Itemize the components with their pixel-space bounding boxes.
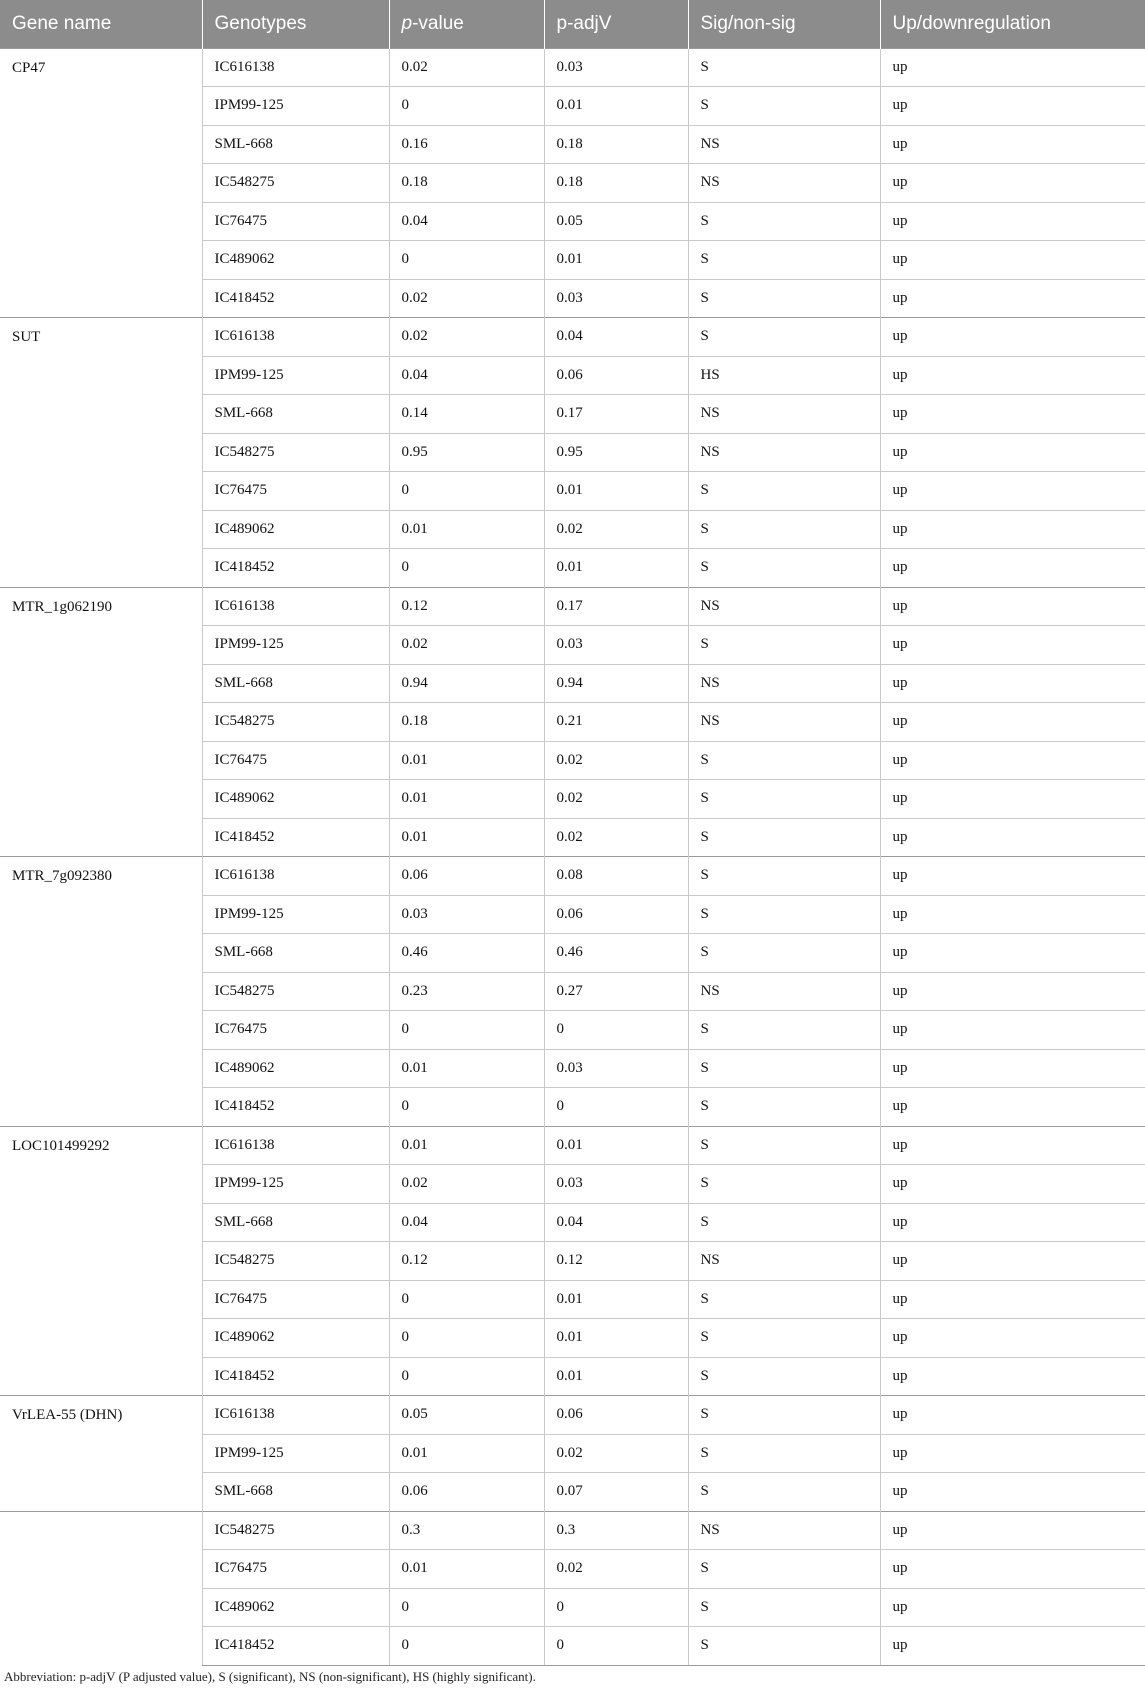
genotype-cell: IC418452 — [202, 818, 389, 857]
gene-name-cell: MTR_1g062190 — [0, 587, 202, 857]
significance-cell: S — [688, 87, 880, 126]
regulation-cell: up — [880, 1049, 1145, 1088]
genotype-cell: IC76475 — [202, 202, 389, 241]
genotype-cell: IC76475 — [202, 1550, 389, 1589]
genotype-cell: IC548275 — [202, 164, 389, 203]
significance-cell: S — [688, 1588, 880, 1627]
table-row — [0, 587, 1145, 626]
significance-cell: S — [688, 741, 880, 780]
gene-name-cell: CP47 — [0, 48, 202, 318]
significance-cell: NS — [688, 433, 880, 472]
significance-cell: S — [688, 48, 880, 87]
significance-cell: S — [688, 472, 880, 511]
p-value-cell: 0.16 — [389, 125, 544, 164]
p-adjv-cell: 0.05 — [544, 202, 688, 241]
genotype-cell: IC616138 — [202, 587, 389, 626]
p-value-cell: 0.01 — [389, 1434, 544, 1473]
significance-cell: S — [688, 1165, 880, 1204]
p-value-cell: 0.04 — [389, 1203, 544, 1242]
genotype-cell: IC418452 — [202, 549, 389, 588]
p-value-cell: 0 — [389, 1011, 544, 1050]
genotype-cell: IC548275 — [202, 1242, 389, 1281]
p-adjv-cell: 0.18 — [544, 125, 688, 164]
genotype-cell: IC76475 — [202, 1280, 389, 1319]
regulation-cell: up — [880, 1357, 1145, 1396]
regulation-cell: up — [880, 1203, 1145, 1242]
p-adjv-cell: 0.01 — [544, 1357, 688, 1396]
header-p-italic: p — [401, 12, 413, 34]
regulation-cell: up — [880, 48, 1145, 87]
table-footnote: Abbreviation: p-adjV (P adjusted value), S (significant), NS (non-significant), HS (highly significant). — [4, 1669, 536, 1684]
genotype-cell: IC489062 — [202, 1588, 389, 1627]
significance-cell: S — [688, 626, 880, 665]
p-value-cell: 0.02 — [389, 1165, 544, 1204]
significance-cell: S — [688, 895, 880, 934]
p-value-cell: 0.06 — [389, 857, 544, 896]
significance-cell: NS — [688, 1242, 880, 1281]
genotype-cell: SML-668 — [202, 125, 389, 164]
regulation-cell: up — [880, 1627, 1145, 1666]
genotype-cell: IC418452 — [202, 1088, 389, 1127]
p-value-cell: 0.01 — [389, 780, 544, 819]
p-adjv-cell: 0.03 — [544, 1165, 688, 1204]
regulation-cell: up — [880, 164, 1145, 203]
genotype-cell: SML-668 — [202, 934, 389, 973]
p-adjv-cell: 0.03 — [544, 48, 688, 87]
p-adjv-cell: 0 — [544, 1627, 688, 1666]
gene-name-cell: LOC101499292 — [0, 1126, 202, 1396]
regulation-cell: up — [880, 433, 1145, 472]
genotype-cell: IPM99-125 — [202, 626, 389, 665]
p-value-cell: 0 — [389, 1088, 544, 1127]
table-row — [0, 1511, 1145, 1550]
p-adjv-cell: 0.21 — [544, 703, 688, 742]
genotype-cell: IC616138 — [202, 1126, 389, 1165]
significance-cell: S — [688, 1319, 880, 1358]
significance-cell: NS — [688, 164, 880, 203]
header-regulation: Up/downregulation — [880, 0, 1145, 48]
p-value-cell: 0.18 — [389, 703, 544, 742]
p-value-cell: 0 — [389, 472, 544, 511]
regulation-cell: up — [880, 1511, 1145, 1550]
p-adjv-cell: 0.03 — [544, 626, 688, 665]
regulation-cell: up — [880, 510, 1145, 549]
p-adjv-cell: 0.01 — [544, 472, 688, 511]
p-adjv-cell: 0.03 — [544, 279, 688, 318]
regulation-cell: up — [880, 279, 1145, 318]
p-value-cell: 0.02 — [389, 626, 544, 665]
p-value-cell: 0.04 — [389, 356, 544, 395]
table-row — [0, 857, 1145, 896]
p-adjv-cell: 0.01 — [544, 1126, 688, 1165]
table-header — [0, 0, 1145, 48]
regulation-cell: up — [880, 626, 1145, 665]
regulation-cell: up — [880, 1126, 1145, 1165]
regulation-cell: up — [880, 1242, 1145, 1281]
p-adjv-cell: 0.02 — [544, 780, 688, 819]
significance-cell: NS — [688, 395, 880, 434]
p-adjv-cell: 0.06 — [544, 1396, 688, 1435]
significance-cell: NS — [688, 1511, 880, 1550]
regulation-cell: up — [880, 1473, 1145, 1512]
gene-name-cell — [0, 1511, 202, 1665]
significance-cell: NS — [688, 664, 880, 703]
genotype-cell: SML-668 — [202, 395, 389, 434]
significance-cell: S — [688, 1088, 880, 1127]
p-adjv-cell: 0.07 — [544, 1473, 688, 1512]
p-value-cell: 0.04 — [389, 202, 544, 241]
regulation-cell: up — [880, 318, 1145, 357]
significance-cell: HS — [688, 356, 880, 395]
genotype-cell: IC76475 — [202, 472, 389, 511]
regulation-cell: up — [880, 395, 1145, 434]
genotype-cell: IC489062 — [202, 510, 389, 549]
significance-cell: S — [688, 202, 880, 241]
p-adjv-cell: 0 — [544, 1588, 688, 1627]
p-adjv-cell: 0.04 — [544, 1203, 688, 1242]
p-adjv-cell: 0.02 — [544, 741, 688, 780]
genotype-cell: IPM99-125 — [202, 87, 389, 126]
p-adjv-cell: 0.27 — [544, 972, 688, 1011]
p-adjv-cell: 0.01 — [544, 87, 688, 126]
regulation-cell: up — [880, 1550, 1145, 1589]
p-value-cell: 0.06 — [389, 1473, 544, 1512]
p-value-cell: 0.01 — [389, 818, 544, 857]
header-p-value — [389, 0, 544, 48]
genotype-cell: IC76475 — [202, 1011, 389, 1050]
genotype-cell: IPM99-125 — [202, 356, 389, 395]
significance-cell: S — [688, 1473, 880, 1512]
p-adjv-cell: 0 — [544, 1011, 688, 1050]
regulation-cell: up — [880, 356, 1145, 395]
significance-cell: S — [688, 510, 880, 549]
significance-cell: S — [688, 1126, 880, 1165]
p-value-cell: 0.95 — [389, 433, 544, 472]
p-adjv-cell: 0.06 — [544, 895, 688, 934]
p-value-cell: 0.14 — [389, 395, 544, 434]
regulation-cell: up — [880, 587, 1145, 626]
genotype-cell: IC548275 — [202, 703, 389, 742]
significance-cell: S — [688, 818, 880, 857]
gene-name-cell: VrLEA-55 (DHN) — [0, 1396, 202, 1512]
p-value-cell: 0 — [389, 1588, 544, 1627]
regulation-cell: up — [880, 780, 1145, 819]
p-value-cell: 0 — [389, 1357, 544, 1396]
header-p-rest: -value — [412, 12, 464, 34]
genotype-cell: IPM99-125 — [202, 895, 389, 934]
p-value-cell: 0.02 — [389, 279, 544, 318]
p-adjv-cell: 0.01 — [544, 1280, 688, 1319]
genotype-cell: IPM99-125 — [202, 1165, 389, 1204]
genotype-cell: IC616138 — [202, 48, 389, 87]
significance-cell: S — [688, 1203, 880, 1242]
p-value-cell: 0.46 — [389, 934, 544, 973]
regulation-cell: up — [880, 87, 1145, 126]
header-significance: Sig/non-sig — [688, 0, 880, 48]
regulation-cell: up — [880, 1165, 1145, 1204]
table-row — [0, 318, 1145, 357]
regulation-cell: up — [880, 895, 1145, 934]
significance-cell: S — [688, 549, 880, 588]
p-value-cell: 0.05 — [389, 1396, 544, 1435]
p-adjv-cell: 0.12 — [544, 1242, 688, 1281]
significance-cell: NS — [688, 972, 880, 1011]
genotype-cell: IC418452 — [202, 1357, 389, 1396]
p-adjv-cell: 0.02 — [544, 1434, 688, 1473]
p-value-cell: 0 — [389, 1627, 544, 1666]
p-value-cell: 0.01 — [389, 741, 544, 780]
p-adjv-cell: 0.01 — [544, 549, 688, 588]
significance-cell: S — [688, 1280, 880, 1319]
p-adjv-cell: 0.01 — [544, 241, 688, 280]
p-value-cell: 0 — [389, 549, 544, 588]
significance-cell: S — [688, 857, 880, 896]
p-value-cell: 0 — [389, 87, 544, 126]
p-value-cell: 0.94 — [389, 664, 544, 703]
regulation-cell: up — [880, 1088, 1145, 1127]
p-adjv-cell: 0.18 — [544, 164, 688, 203]
genotype-cell: IC616138 — [202, 857, 389, 896]
significance-cell: S — [688, 1396, 880, 1435]
regulation-cell: up — [880, 818, 1145, 857]
significance-cell: S — [688, 279, 880, 318]
p-value-cell: 0.23 — [389, 972, 544, 1011]
significance-cell: S — [688, 1627, 880, 1666]
regulation-cell: up — [880, 972, 1145, 1011]
genotype-cell: SML-668 — [202, 1203, 389, 1242]
p-value-cell: 0.01 — [389, 1049, 544, 1088]
p-adjv-cell: 0 — [544, 1088, 688, 1127]
p-value-cell: 0.03 — [389, 895, 544, 934]
regulation-cell: up — [880, 1319, 1145, 1358]
regulation-cell: up — [880, 1011, 1145, 1050]
header-p-adjv: p-adjV — [544, 0, 688, 48]
genotype-cell: SML-668 — [202, 1473, 389, 1512]
p-adjv-cell: 0.17 — [544, 587, 688, 626]
table-row — [0, 1396, 1145, 1435]
genotype-cell: IC489062 — [202, 1319, 389, 1358]
regulation-cell: up — [880, 1396, 1145, 1435]
significance-cell: S — [688, 1011, 880, 1050]
p-adjv-cell: 0.06 — [544, 356, 688, 395]
p-adjv-cell: 0.17 — [544, 395, 688, 434]
significance-cell: S — [688, 934, 880, 973]
p-value-cell: 0 — [389, 241, 544, 280]
significance-cell: S — [688, 318, 880, 357]
significance-cell: NS — [688, 703, 880, 742]
p-value-cell: 0.02 — [389, 318, 544, 357]
p-adjv-cell: 0.94 — [544, 664, 688, 703]
p-value-cell: 0.01 — [389, 1550, 544, 1589]
p-adjv-cell: 0.02 — [544, 510, 688, 549]
regulation-cell: up — [880, 664, 1145, 703]
genotype-cell: IC489062 — [202, 1049, 389, 1088]
significance-cell: S — [688, 1550, 880, 1589]
significance-cell: S — [688, 1357, 880, 1396]
p-value-cell: 0.01 — [389, 510, 544, 549]
p-value-cell: 0.18 — [389, 164, 544, 203]
regulation-cell: up — [880, 1280, 1145, 1319]
gene-name-cell: MTR_7g092380 — [0, 857, 202, 1127]
genotype-cell: IC418452 — [202, 1627, 389, 1666]
significance-cell: S — [688, 1434, 880, 1473]
p-value-cell: 0.12 — [389, 1242, 544, 1281]
genotype-cell: IC489062 — [202, 780, 389, 819]
p-adjv-cell: 0.95 — [544, 433, 688, 472]
regulation-cell: up — [880, 741, 1145, 780]
genotype-cell: IC548275 — [202, 972, 389, 1011]
header-gene-name: Gene name — [12, 12, 112, 34]
regulation-cell: up — [880, 934, 1145, 973]
header-genotypes: Genotypes — [202, 0, 389, 48]
regulation-cell: up — [880, 125, 1145, 164]
p-value-cell: 0.01 — [389, 1126, 544, 1165]
table-row — [0, 48, 1145, 87]
genotype-cell: SML-668 — [202, 664, 389, 703]
p-value-cell: 0 — [389, 1280, 544, 1319]
regulation-cell: up — [880, 1434, 1145, 1473]
regulation-cell: up — [880, 472, 1145, 511]
gene-name-cell: SUT — [0, 318, 202, 588]
significance-cell: NS — [688, 587, 880, 626]
significance-cell: S — [688, 1049, 880, 1088]
significance-cell: S — [688, 241, 880, 280]
regulation-cell: up — [880, 549, 1145, 588]
p-adjv-cell: 0.3 — [544, 1511, 688, 1550]
p-value-cell: 0.3 — [389, 1511, 544, 1550]
p-adjv-cell: 0.03 — [544, 1049, 688, 1088]
p-adjv-cell: 0.46 — [544, 934, 688, 973]
genotype-cell: IC548275 — [202, 1511, 389, 1550]
header-row — [0, 0, 1145, 48]
p-value-cell: 0.02 — [389, 48, 544, 87]
genotype-cell: IC76475 — [202, 741, 389, 780]
regulation-cell: up — [880, 857, 1145, 896]
genotype-cell: IC616138 — [202, 1396, 389, 1435]
p-value-cell: 0.12 — [389, 587, 544, 626]
p-value-cell: 0 — [389, 1319, 544, 1358]
genotype-cell: IC489062 — [202, 241, 389, 280]
table-row — [0, 1126, 1145, 1165]
genotype-cell: IPM99-125 — [202, 1434, 389, 1473]
genotype-cell: IC548275 — [202, 433, 389, 472]
significance-cell: S — [688, 780, 880, 819]
p-adjv-cell: 0.01 — [544, 1319, 688, 1358]
table-body — [0, 48, 1145, 1665]
regulation-cell: up — [880, 703, 1145, 742]
regulation-cell: up — [880, 1588, 1145, 1627]
genotype-cell: IC616138 — [202, 318, 389, 357]
genotype-cell: IC418452 — [202, 279, 389, 318]
regulation-cell: up — [880, 202, 1145, 241]
p-adjv-cell: 0.02 — [544, 1550, 688, 1589]
significance-cell: NS — [688, 125, 880, 164]
p-adjv-cell: 0.08 — [544, 857, 688, 896]
p-adjv-cell: 0.02 — [544, 818, 688, 857]
regulation-cell: up — [880, 241, 1145, 280]
p-adjv-cell: 0.04 — [544, 318, 688, 357]
